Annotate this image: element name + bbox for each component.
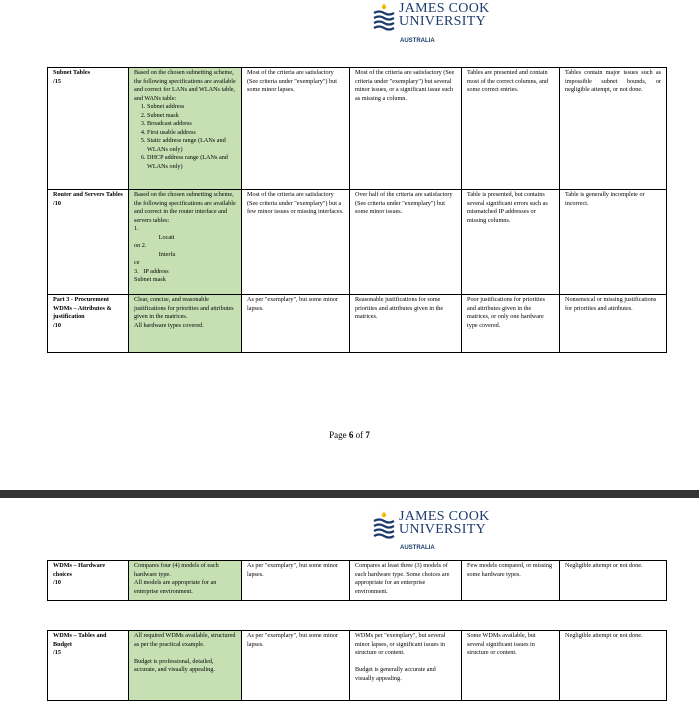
criterion-cell: Part 3 - Procurement WDMs – Attributes & justification /10 (48, 295, 129, 353)
very-limited-cell: Tables contain major issues such as impossible subnet bounds, or negligible attempt, or not done. (560, 68, 667, 190)
jcu-logo (372, 2, 490, 32)
limited-cell: Tables are presented and contain most of the correct columns, and some correct entries. (462, 68, 560, 190)
satisfactory-cell: Reasonable justifications for some priorities and attributes given in the matrices. (350, 295, 462, 353)
good-cell: As per "exemplary", but some minor lapses. (242, 561, 350, 601)
footer-page-number: 6 (348, 430, 354, 440)
satisfactory-cell: WDMs per "exemplary", but several minor lapses, or significant issues in structure or content. Budget is generally accurate and visually appealing. (350, 631, 462, 701)
exemplary-cell: All required WDMs available, structured as per the practical example. Budget is professional, detailed, accurate, and visually appealing. (129, 631, 242, 701)
exemplary-intro: Based on the chosen subnetting scheme, the following specifications are available and correct for LANs and WLANs table, and WANs table: (134, 69, 236, 102)
exemplary-list (134, 103, 236, 171)
footer-total-pages: 7 (365, 430, 370, 440)
logo-line-3: AUSTRALIA (400, 38, 435, 44)
logo-line-2: UNIVERSITY (399, 14, 486, 29)
list-item: 3. Broadcast address (147, 120, 236, 129)
footer-mid: of (353, 430, 366, 440)
exemplary-cell: Clear, concise, and reasonable justifications for priorities and attributes given in the matrices. All hardware types covered. (129, 295, 242, 353)
exemplary-cell (129, 68, 242, 190)
logo-line-1: JAMES COOK (399, 1, 490, 16)
very-limited-cell: Table is generally incomplete or incorrect. (560, 190, 667, 295)
rubric-table-page1 (47, 67, 667, 353)
rubric-row-procurement-wdms (48, 295, 667, 353)
good-cell: Most of the criteria are satisfactory (See criteria under "exemplary") but some minor lapses. (242, 68, 350, 190)
jcu-crest-icon (372, 510, 396, 540)
list-item: 2. Subnet mask (147, 112, 236, 121)
document-page-7 (0, 498, 699, 723)
good-cell: As per "exemplary", but some minor lapses. (242, 295, 350, 353)
limited-cell: Some WDMs available, but several significant issues in structure or content. (462, 631, 560, 701)
satisfactory-cell: Compares at least three (3) models of each hardware type. Some choices are appropriate for an enterprise environment. (350, 561, 462, 601)
limited-cell: Few models compared, or missing some hardware types. (462, 561, 560, 601)
page-footer (0, 430, 699, 440)
jcu-logo (372, 510, 490, 540)
satisfactory-cell: Over half of the criteria are satisfactory (See criteria under "exemplary") but some minor issues. (350, 190, 462, 295)
exemplary-cell: Compares four (4) models of each hardware type. All models are appropriate for an enterprise environment. (129, 561, 242, 601)
criterion-cell: WDMs – Hardware choices /10 (48, 561, 129, 601)
rubric-table-hardware-choices (47, 560, 667, 601)
good-cell: As per "exemplary", but some minor lapses. (242, 631, 350, 701)
rubric-row-subnet-tables (48, 68, 667, 190)
rubric-row-router-servers (48, 190, 667, 295)
satisfactory-cell: Most of the criteria are satisfactory (See criteria under "exemplary") but several minor issues, or a significant issue such as missing a column. (350, 68, 462, 190)
list-item: 4. First usable address (147, 129, 236, 138)
criterion-cell: Router and Servers Tables /10 (48, 190, 129, 295)
rubric-row-hardware-choices (48, 561, 667, 601)
criterion-cell: Subnet Tables /15 (48, 68, 129, 190)
logo-line-2: UNIVERSITY (399, 522, 486, 537)
jcu-crest-icon (372, 2, 396, 32)
logo-line-3: AUSTRALIA (400, 545, 435, 551)
limited-cell: Poor justifications for priorities and attributes given in the matrices, or only one hardware type covered. (462, 295, 560, 353)
logo-line-1: JAMES COOK (399, 509, 490, 524)
very-limited-cell: Negligible attempt or not done. (560, 631, 667, 701)
criterion-cell: WDMs – Tables and Budget /15 (48, 631, 129, 701)
rubric-row-tables-budget (48, 631, 667, 701)
page-separator (0, 490, 699, 498)
rubric-table-tables-budget (47, 630, 667, 701)
good-cell: Most of the criteria are satisfactory (See criteria under "exemplary") but a few minor issues or missing interfaces. (242, 190, 350, 295)
list-item: 1. Subnet address (147, 103, 236, 112)
very-limited-cell: Nonsensical or missing justifications for priorities and attributes. (560, 295, 667, 353)
limited-cell: Table is presented, but contains several significant errors such as mismatched IP addresses or missing columns. (462, 190, 560, 295)
very-limited-cell: Negligible attempt or not done. (560, 561, 667, 601)
list-item: 5. Static address range (LANs and WLANs only) (147, 137, 236, 154)
footer-prefix: Page (329, 430, 349, 440)
exemplary-cell: Based on the chosen subnetting scheme, the following specifications are available and correct in the router interface and servers tables: 1. Locati on 2. Interfa ce 3. IP address Subnet mask (129, 190, 242, 295)
list-item: 6. DHCP address range (LANs and WLANs only) (147, 154, 236, 171)
